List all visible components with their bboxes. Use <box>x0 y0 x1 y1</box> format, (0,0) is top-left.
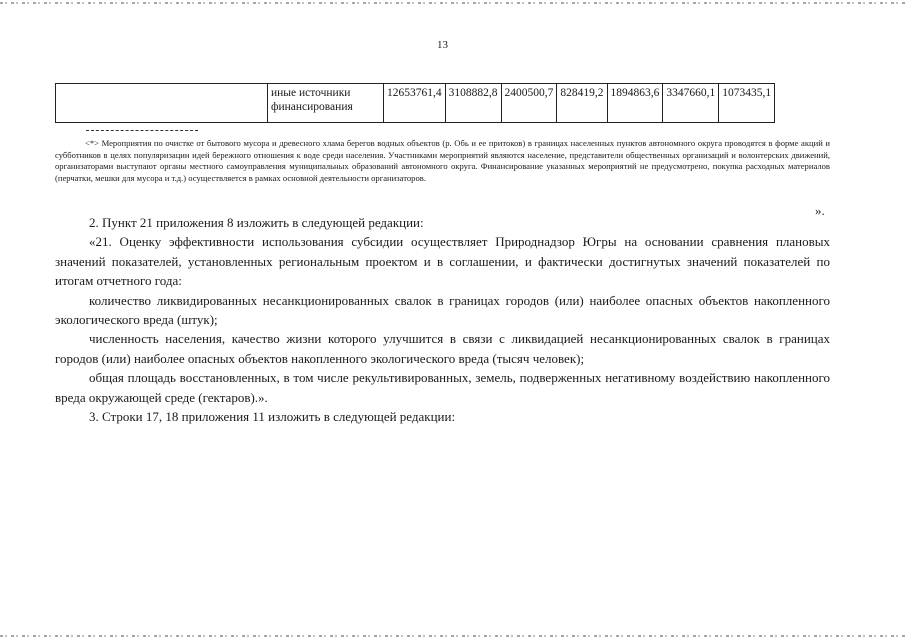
financing-table <box>55 83 775 123</box>
closing-quote: ». <box>815 203 825 218</box>
table-cell-blank <box>56 84 268 123</box>
paragraph-indicator-dumps: количество ликвидированных несанкционированных свалок в границах городов (или) наиболее опасных объектов накопленного экологического вреда (штук); <box>55 292 830 328</box>
document-body <box>55 213 830 426</box>
table-cell-value: 3108882,8 <box>445 84 501 123</box>
table-cell-value: 3347660,1 <box>663 84 719 123</box>
table-cell-value: 1894863,6 <box>607 84 663 123</box>
table-row <box>56 84 775 123</box>
footnote-text: <*> Мероприятия по очистке от бытового мусора и древесного хлама берегов водных объектов (р. Обь и ее притоков) в границах населенных пунктов автономного округа проводятся в форме акций и субботников в целях популяризации идей бережного отношения к воде среди населения. Участниками мероприятий являются население, представители общественных организаций и волонтерских движений, организаторами выступают органы местного самоуправления муниципальных образований автономного округа. Финансирование указанных мероприятий не предусмотрено, покупка расходных материалов (перчатки, мешки для мусора и т.д.) осуществляется в рамках основной деятельности организаторов. <box>55 138 830 183</box>
paragraph-point-21: «21. Оценку эффективности использования субсидии осуществляет Природнадзор Югры на основании сравнения плановых значений показателей, установленных региональным проектом и в соглашении, и фактически достигнутых значений показателей по итогам отчетного года: <box>55 234 830 289</box>
footnote-separator <box>86 130 198 131</box>
table-cell-value: 2400500,7 <box>501 84 557 123</box>
table-cell-value: 1073435,1 <box>719 84 775 123</box>
table-cell-value: 12653761,4 <box>384 84 446 123</box>
paragraph-indicator-area: общая площадь восстановленных, в том числе рекультивированных, земель, подверженных негативному воздействию накопленного вреда окружающей среде (гектаров).». <box>55 370 830 405</box>
table-cell-value: 828419,2 <box>557 84 607 123</box>
scan-edge-bottom <box>0 635 905 637</box>
paragraph-indicator-population: численность населения, качество жизни которого улучшится в связи с ликвидацией несанкционированных свалок в границах городов (или) наиболее опасных объектов накопленного экологического вреда (тысяч человек); <box>55 331 830 366</box>
scan-edge-top <box>0 2 905 4</box>
page-number: 13 <box>437 39 448 51</box>
table-cell-source-label: иные источники финансирования <box>268 84 384 123</box>
paragraph-item-2: 2. Пункт 21 приложения 8 изложить в следующей редакции: <box>89 215 424 230</box>
paragraph-item-3: 3. Строки 17, 18 приложения 11 изложить в следующей редакции: <box>89 409 456 425</box>
